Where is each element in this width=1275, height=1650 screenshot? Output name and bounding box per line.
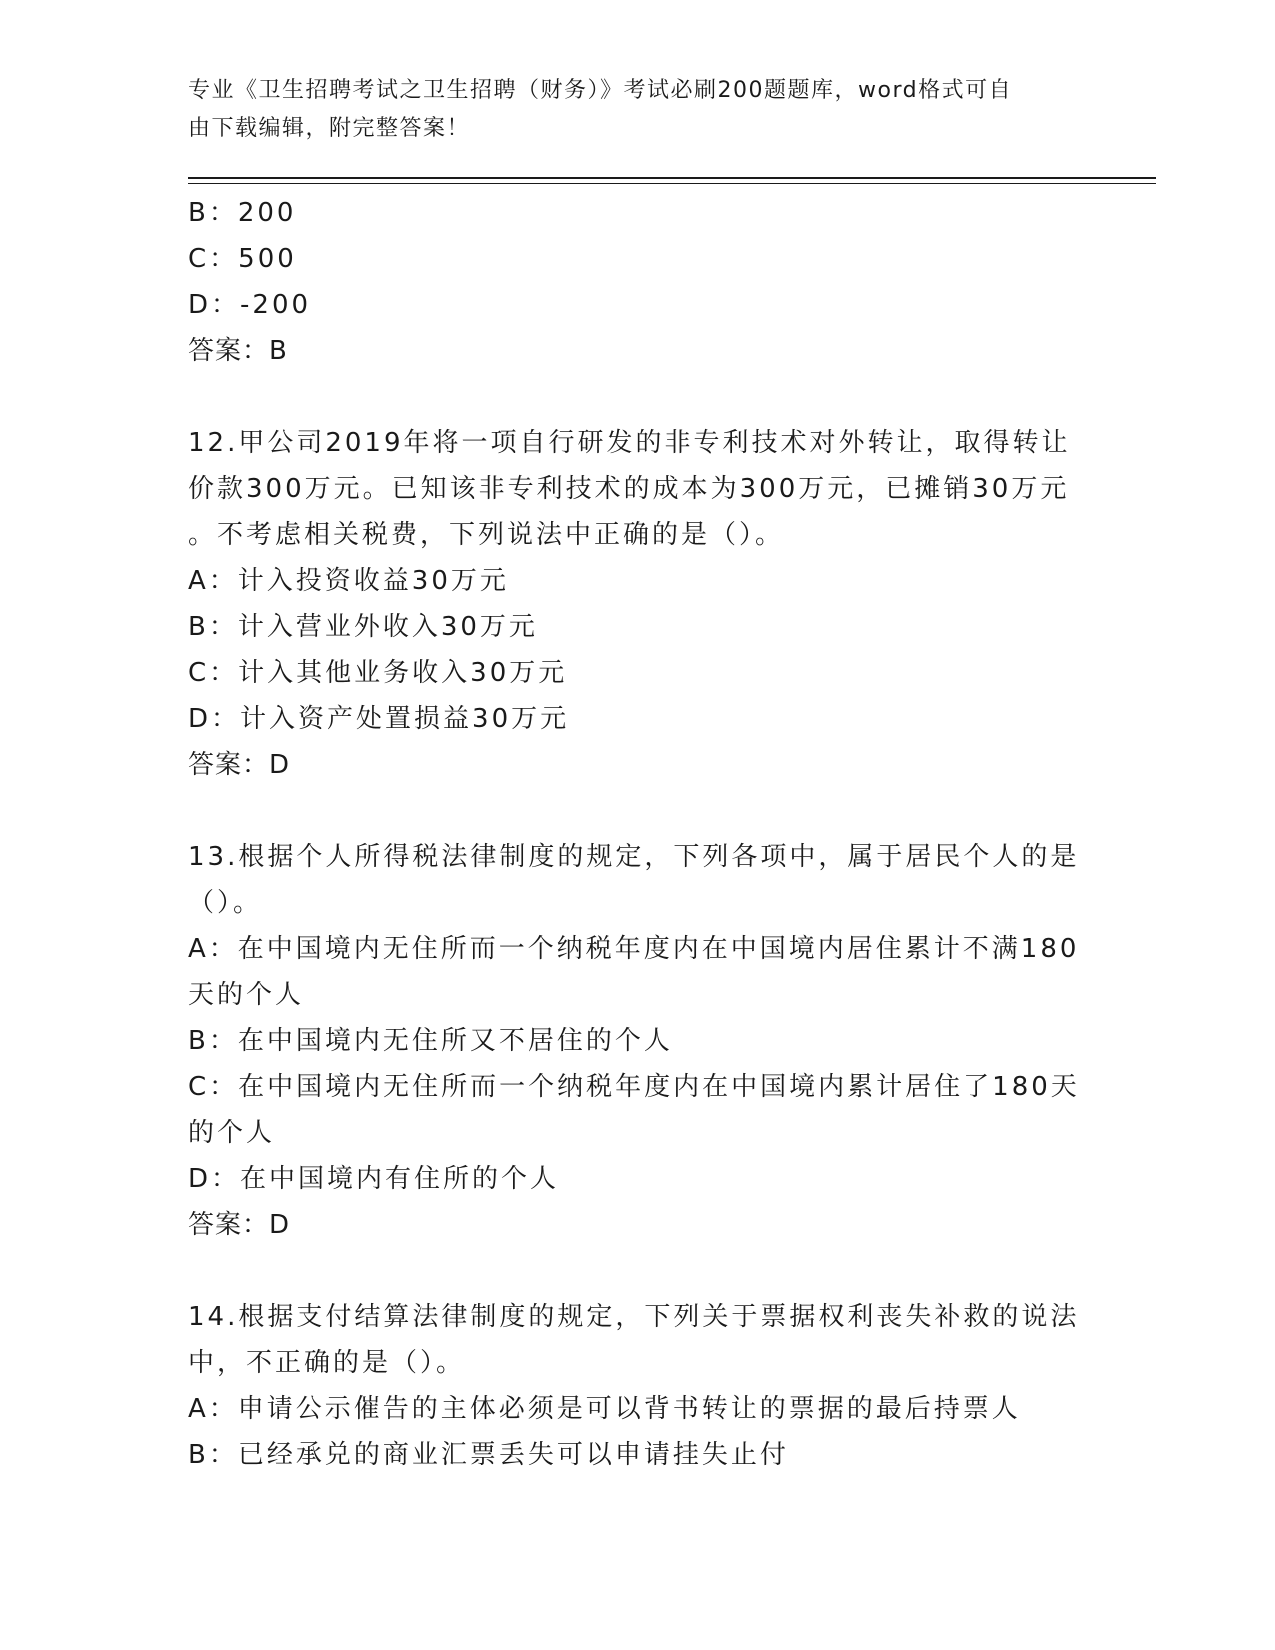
question-11 [188,190,1088,374]
option-a: A：在中国境内无住所而一个纳税年度内在中国境内居住累计不满180 [188,934,1080,964]
header-rule-thin [188,183,1156,184]
answer: 答案：B [188,336,288,366]
question-14 [188,1294,1088,1478]
question-stem: 13.根据个人所得税法律制度的规定，下列各项中，属于居民个人的是 [188,842,1080,872]
option-a-cont: 天的个人 [188,980,305,1010]
question-stem: 12.甲公司2019年将一项自行研发的非专利技术对外转让，取得转让 [188,428,1071,458]
option-b: B：200 [188,198,297,228]
document-body [188,190,1088,1478]
question-12 [188,420,1088,788]
question-stem: 14.根据支付结算法律制度的规定，下列关于票据权利丧失补救的说法 [188,1302,1080,1332]
header-line-1: 专业《卫生招聘考试之卫生招聘（财务）》考试必刷200题题库，word格式可自 [188,78,1013,103]
option-a: A：计入投资收益30万元 [188,566,509,596]
question-stem: 。不考虑相关税费，下列说法中正确的是（）。 [188,520,785,550]
document-header [188,72,1088,148]
option-c: C：500 [188,244,297,274]
option-b: B：在中国境内无住所又不居住的个人 [188,1026,673,1056]
question-stem: 价款300万元。已知该非专利技术的成本为300万元，已摊销30万元 [188,474,1070,504]
question-stem: 中，不正确的是（）。 [188,1348,466,1378]
question-stem: （）。 [188,888,263,918]
option-c: C：计入其他业务收入30万元 [188,658,568,688]
option-d: D：在中国境内有住所的个人 [188,1164,560,1194]
option-d: D：-200 [188,290,312,320]
option-a: A：申请公示催告的主体必须是可以背书转让的票据的最后持票人 [188,1394,1021,1424]
option-c-cont: 的个人 [188,1118,276,1148]
header-rule [188,177,1156,179]
option-c: C：在中国境内无住所而一个纳税年度内在中国境内累计居住了180天 [188,1072,1080,1102]
header-line-2: 由下载编辑，附完整答案！ [188,116,471,141]
answer: 答案：D [188,750,291,780]
answer: 答案：D [188,1210,291,1240]
option-b: B：已经承兑的商业汇票丢失可以申请挂失止付 [188,1440,789,1470]
option-d: D：计入资产处置损益30万元 [188,704,570,734]
question-13 [188,834,1088,1248]
option-b: B：计入营业外收入30万元 [188,612,538,642]
